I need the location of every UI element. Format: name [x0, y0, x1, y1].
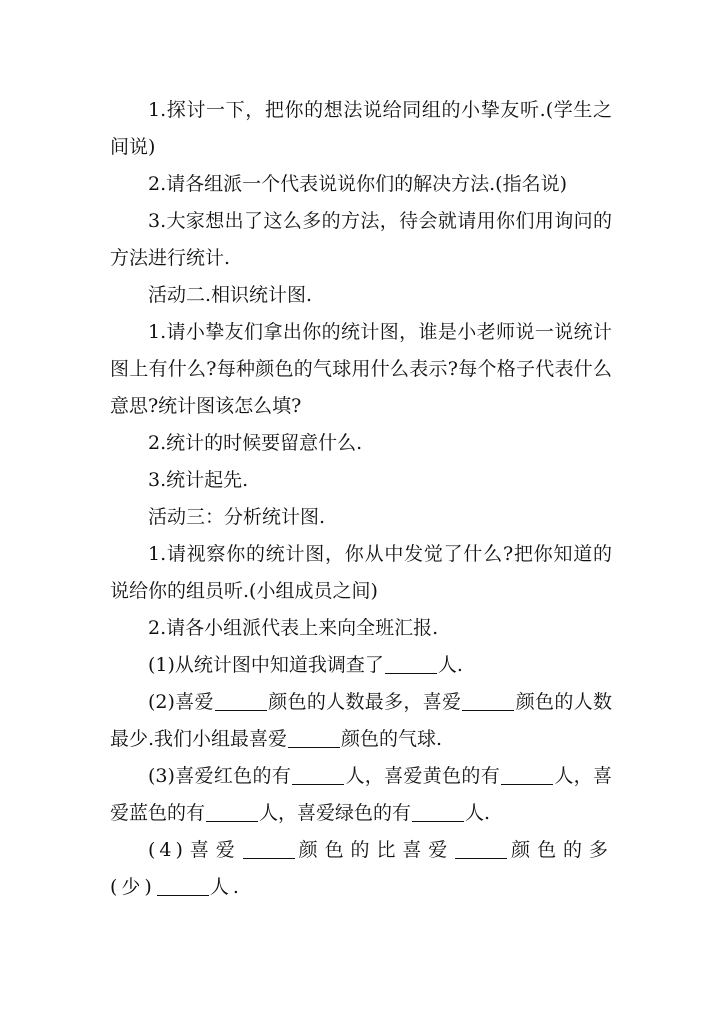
fill-blank [412, 801, 464, 822]
fill-blank [288, 727, 340, 748]
question-text: (2)喜爱 [148, 691, 214, 713]
question-text: 颜色的多(少) [110, 839, 612, 898]
document-body [110, 92, 612, 906]
question-text: 人. [209, 876, 243, 898]
fill-blank [157, 875, 209, 896]
question-text: 颜色的比喜爱 [295, 839, 455, 861]
paragraph: 2.请各组派一个代表说说你们的解决方法.(指名说) [148, 173, 567, 195]
question-text: 人. [465, 802, 491, 824]
paragraph: 2.请各小组派代表上来向全班汇报. [148, 617, 439, 639]
fill-blank [385, 653, 437, 674]
question-text: 颜色的人数最少.我们小组最喜爱 [110, 691, 612, 750]
question-text: 人，喜爱蓝色的有 [110, 765, 612, 824]
question-text: 人. [437, 654, 463, 676]
paragraph: 1.请视察你的统计图，你从中发觉了什么?把你知道的说给你的组员听.(小组成员之间) [110, 543, 612, 602]
question-2 [110, 684, 612, 758]
question-text: 人，喜爱黄色的有 [345, 765, 501, 787]
question-text: (4)喜爱 [148, 839, 242, 861]
fill-blank [501, 764, 553, 785]
fill-blank [243, 838, 295, 859]
question-4 [110, 832, 612, 906]
question-text: 颜色的气球. [341, 728, 443, 750]
paragraph: 1.探讨一下，把你的想法说给同组的小挚友听.(学生之间说) [110, 99, 612, 158]
question-text: 颜色的人数最多，喜爱 [267, 691, 462, 713]
paragraph: 1.请小挚友们拿出你的统计图，谁是小老师说一说统计图上有什么?每种颜色的气球用什么表示?每个格子代表什么意思?统计图该怎么填? [110, 321, 612, 417]
fill-blank [462, 690, 514, 711]
question-text: (1)从统计图中知道我调查了 [148, 654, 384, 676]
paragraph: 2.统计的时候要留意什么. [148, 432, 363, 454]
fill-blank [215, 690, 267, 711]
paragraph: 3.统计起先. [148, 469, 249, 491]
question-1 [110, 647, 612, 684]
paragraph: 3.大家想出了这么多的方法，待会就请用你们用询问的方法进行统计. [110, 210, 612, 269]
section-heading: 活动三：分析统计图. [148, 506, 326, 528]
fill-blank [206, 801, 258, 822]
question-text: 人，喜爱绿色的有 [259, 802, 412, 824]
fill-blank [292, 764, 344, 785]
fill-blank [455, 838, 507, 859]
section-heading: 活动二.相识统计图. [148, 284, 313, 306]
question-text: (3)喜爱红色的有 [148, 765, 292, 787]
question-3 [110, 758, 612, 832]
